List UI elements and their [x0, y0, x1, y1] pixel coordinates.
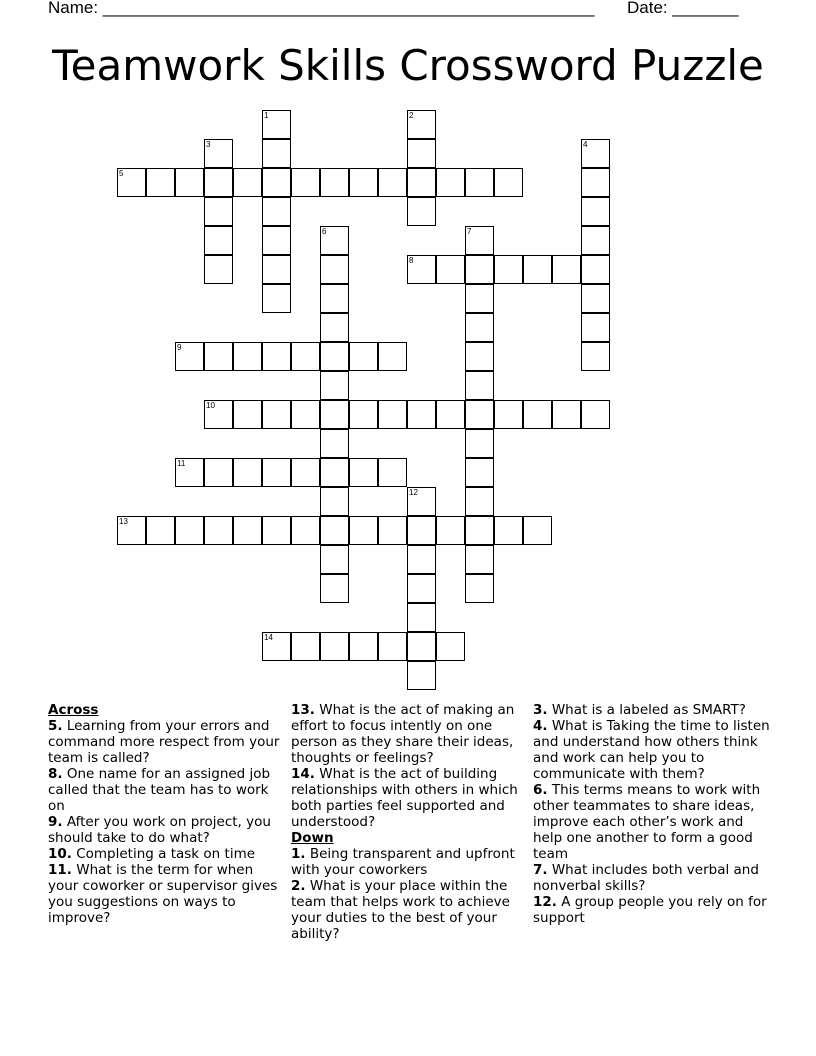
- grid-cell[interactable]: [581, 400, 610, 429]
- grid-cell[interactable]: [581, 197, 610, 226]
- grid-cell[interactable]: [320, 574, 349, 603]
- grid-cell[interactable]: [233, 342, 262, 371]
- grid-cell[interactable]: [465, 226, 494, 255]
- grid-cell[interactable]: [378, 342, 407, 371]
- clue-number: 10: [206, 401, 215, 410]
- clue-down-2: 2. What is your place within the team that helps work to achieve your duties to the best of your ability?: [291, 878, 510, 942]
- grid-cell[interactable]: [581, 139, 610, 168]
- grid-cell[interactable]: [262, 284, 291, 313]
- grid-cell[interactable]: [291, 458, 320, 487]
- grid-cell[interactable]: [320, 632, 349, 661]
- grid-cell[interactable]: [465, 371, 494, 400]
- grid-cell[interactable]: [523, 255, 552, 284]
- grid-cell[interactable]: [233, 516, 262, 545]
- clue-down-3: 3. What is a labeled as SMART?: [533, 702, 746, 718]
- clue-number: 5: [119, 169, 124, 178]
- clue-number: 13: [119, 517, 128, 526]
- grid-cell[interactable]: [320, 226, 349, 255]
- clue-number: 6: [322, 227, 327, 236]
- grid-cell[interactable]: [436, 400, 465, 429]
- clue-across-14: 14. What is the act of building relationships with others in which both parties feel supported and understood?: [291, 766, 518, 830]
- grid-cell[interactable]: [204, 400, 233, 429]
- grid-cell[interactable]: [320, 313, 349, 342]
- grid-cell[interactable]: [465, 400, 494, 429]
- grid-cell[interactable]: [407, 632, 436, 661]
- clue-down-6: 6. This terms means to work with other teammates to share ideas, improve each other’s work and help one another to form a good team: [533, 782, 761, 862]
- down-heading: Down: [291, 830, 334, 846]
- grid-cell[interactable]: [320, 371, 349, 400]
- grid-cell[interactable]: [320, 342, 349, 371]
- grid-cell[interactable]: [146, 516, 175, 545]
- clue-number: 8: [409, 256, 414, 265]
- clue-number: 11: [177, 459, 186, 468]
- grid-cell[interactable]: [581, 255, 610, 284]
- grid-cell[interactable]: [204, 255, 233, 284]
- grid-cell[interactable]: [378, 168, 407, 197]
- clue-number: 4: [583, 140, 588, 149]
- grid-cell[interactable]: [465, 516, 494, 545]
- grid-cell[interactable]: [349, 400, 378, 429]
- grid-cell[interactable]: [349, 458, 378, 487]
- grid-cell[interactable]: [262, 400, 291, 429]
- grid-cell[interactable]: [581, 284, 610, 313]
- grid-cell[interactable]: [349, 516, 378, 545]
- grid-cell[interactable]: [262, 226, 291, 255]
- grid-cell[interactable]: [465, 284, 494, 313]
- grid-cell[interactable]: [407, 603, 436, 632]
- grid-cell[interactable]: [204, 226, 233, 255]
- across-heading: Across: [48, 702, 99, 718]
- clue-across-13: 13. What is the act of making an effort to focus intently on one person as they share their ideas, thoughts or feelings?: [291, 702, 515, 766]
- grid-cell[interactable]: [320, 429, 349, 458]
- grid-cell[interactable]: [204, 139, 233, 168]
- grid-cell[interactable]: [465, 342, 494, 371]
- grid-cell[interactable]: [291, 632, 320, 661]
- grid-cell[interactable]: [494, 400, 523, 429]
- clue-across-10: 10. Completing a task on time: [48, 846, 256, 862]
- grid-cell[interactable]: [262, 632, 291, 661]
- grid-cell[interactable]: [436, 516, 465, 545]
- grid-cell[interactable]: [320, 516, 349, 545]
- clue-number: 9: [177, 343, 182, 352]
- grid-cell[interactable]: [262, 139, 291, 168]
- grid-cell[interactable]: [581, 313, 610, 342]
- grid-cell[interactable]: [407, 139, 436, 168]
- grid-cell[interactable]: [465, 545, 494, 574]
- grid-cell[interactable]: [262, 110, 291, 139]
- grid-cell[interactable]: [494, 168, 523, 197]
- grid-cell[interactable]: [204, 516, 233, 545]
- grid-cell[interactable]: [407, 545, 436, 574]
- clue-across-11: 11. What is the term for when your coworker or supervisor gives you suggestions on ways to improve?: [48, 862, 278, 926]
- grid-cell[interactable]: [407, 574, 436, 603]
- grid-cell[interactable]: [320, 255, 349, 284]
- grid-cell[interactable]: [436, 168, 465, 197]
- grid-cell[interactable]: [378, 516, 407, 545]
- clue-down-12: 12. A group people you rely on for support: [533, 894, 767, 926]
- grid-cell[interactable]: [320, 545, 349, 574]
- grid-cell[interactable]: [291, 168, 320, 197]
- grid-cell[interactable]: [465, 574, 494, 603]
- grid-cell[interactable]: [262, 458, 291, 487]
- grid-cell[interactable]: [349, 342, 378, 371]
- clues-column-1: [48, 702, 280, 926]
- grid-cell[interactable]: [581, 226, 610, 255]
- grid-cell[interactable]: [233, 168, 262, 197]
- clue-number: 12: [409, 488, 418, 497]
- grid-cell[interactable]: [465, 487, 494, 516]
- clue-down-1: 1. Being transparent and upfront with your coworkers: [291, 846, 515, 878]
- grid-cell[interactable]: [407, 400, 436, 429]
- grid-cell[interactable]: [233, 458, 262, 487]
- grid-cell[interactable]: [291, 516, 320, 545]
- grid-cell[interactable]: [407, 487, 436, 516]
- clue-number: 3: [206, 140, 211, 149]
- grid-cell[interactable]: [320, 487, 349, 516]
- grid-cell[interactable]: [349, 632, 378, 661]
- clue-number: 2: [409, 111, 414, 120]
- grid-cell[interactable]: [146, 168, 175, 197]
- grid-cell[interactable]: [291, 342, 320, 371]
- grid-cell[interactable]: [407, 197, 436, 226]
- grid-cell[interactable]: [291, 400, 320, 429]
- grid-cell[interactable]: [320, 284, 349, 313]
- grid-cell[interactable]: [407, 168, 436, 197]
- grid-cell[interactable]: [436, 255, 465, 284]
- grid-cell[interactable]: [407, 255, 436, 284]
- grid-cell[interactable]: [117, 516, 146, 545]
- grid-cell[interactable]: [175, 458, 204, 487]
- grid-cell[interactable]: [465, 168, 494, 197]
- grid-cell[interactable]: [378, 400, 407, 429]
- grid-cell[interactable]: [407, 516, 436, 545]
- grid-cell[interactable]: [175, 342, 204, 371]
- grid-cell[interactable]: [204, 168, 233, 197]
- grid-cell[interactable]: [552, 400, 581, 429]
- clue-across-8: 8. One name for an assigned job called that the team has to work on: [48, 766, 271, 814]
- grid-cell[interactable]: [262, 168, 291, 197]
- grid-cell[interactable]: [494, 255, 523, 284]
- grid-cell[interactable]: [581, 168, 610, 197]
- grid-cell[interactable]: [204, 197, 233, 226]
- clue-number: 7: [467, 227, 472, 236]
- grid-cell[interactable]: [378, 458, 407, 487]
- grid-cell[interactable]: [494, 516, 523, 545]
- grid-cell[interactable]: [262, 255, 291, 284]
- date-field-label: Date: _______: [627, 0, 739, 17]
- grid-cell[interactable]: [465, 429, 494, 458]
- grid-cell[interactable]: [523, 400, 552, 429]
- clue-across-5: 5. Learning from your errors and command more respect from your team is called?: [48, 718, 280, 766]
- grid-cell[interactable]: [233, 400, 262, 429]
- grid-cell[interactable]: [320, 168, 349, 197]
- grid-cell[interactable]: [407, 661, 436, 690]
- grid-cell[interactable]: [436, 632, 465, 661]
- page-title: Teamwork Skills Crossword Puzzle: [52, 41, 764, 90]
- grid-cell[interactable]: [320, 458, 349, 487]
- grid-cell[interactable]: [465, 458, 494, 487]
- grid-cell[interactable]: [175, 516, 204, 545]
- grid-cell[interactable]: [262, 516, 291, 545]
- clues-column-2: [291, 702, 523, 942]
- clue-down-7: 7. What includes both verbal and nonverbal skills?: [533, 862, 759, 894]
- clue-number: 1: [264, 111, 269, 120]
- grid-cell[interactable]: [204, 342, 233, 371]
- grid-cell[interactable]: [117, 168, 146, 197]
- grid-cell[interactable]: [262, 342, 291, 371]
- grid-cell[interactable]: [204, 458, 233, 487]
- clues-column-3: [533, 702, 773, 926]
- clue-down-4: 4. What is Taking the time to listen and understand how others think and work can help you to communicate with them?: [533, 718, 770, 782]
- grid-cell[interactable]: [581, 342, 610, 371]
- grid-cell[interactable]: [378, 632, 407, 661]
- clue-across-9: 9. After you work on project, you should take to do what?: [48, 814, 271, 846]
- grid-cell[interactable]: [262, 197, 291, 226]
- grid-cell[interactable]: [465, 313, 494, 342]
- name-field-label: Name: ____________________________________________________: [48, 0, 595, 17]
- grid-cell[interactable]: [552, 255, 581, 284]
- grid-cell[interactable]: [465, 255, 494, 284]
- grid-cell[interactable]: [175, 168, 204, 197]
- clue-number: 14: [264, 633, 273, 642]
- grid-cell[interactable]: [349, 168, 378, 197]
- grid-cell[interactable]: [523, 516, 552, 545]
- grid-cell[interactable]: [407, 110, 436, 139]
- grid-cell[interactable]: [320, 400, 349, 429]
